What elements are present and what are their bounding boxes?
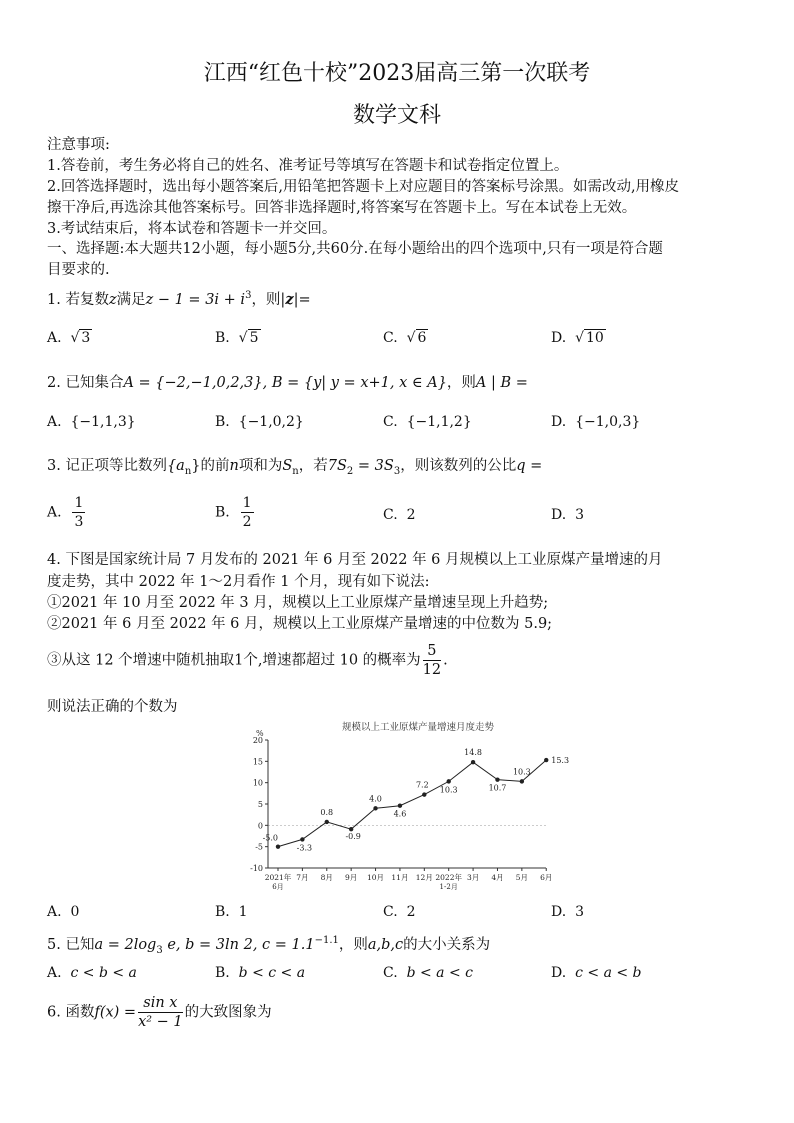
q4-frac-num: 5 [423,642,441,661]
q2-option-a-value: {−1,1,3} [70,414,136,430]
exam-subtitle: 数学文科 [352,103,441,128]
q1-option-b[interactable]: B. √ 5 [215,330,259,346]
q4-option-c[interactable] [383,904,416,920]
q1-var: z [108,292,117,308]
chart-title: 规模以上工业原煤产量增速月度走势 [341,722,495,733]
q4-option-d-label: D. [551,904,567,920]
q2-option-d[interactable] [551,414,640,430]
q3-option-b-num: 1 [242,495,252,511]
chart-point [325,820,329,824]
section-line-2: 目要求的. [47,262,110,278]
q5-stem-prefix: 5. 已知 [47,937,95,953]
q1-stem [47,288,311,309]
q4-statement-2: ②2021 年 6 月至 2022 年 6 月，规模以上工业原煤产量增速的中位数为 5.9; [47,616,553,632]
chart-data-label: -3.3 [296,843,313,853]
notice-item-1: 1.答卷前，考生务必将自己的姓名、准考证号等填写在答题卡和试卷指定位置上。 [47,158,569,174]
chart-ylabel: % [256,729,264,738]
q3-eq1: 7S [327,458,347,474]
chart-x-tick-label: 2021年 [264,873,292,882]
q3-option-b-den: 2 [242,514,252,530]
q5-option-a-label: A. [47,965,62,981]
q3-option-c[interactable] [383,507,416,523]
q3-option-b[interactable] [215,494,256,531]
q4-line-1: 4. 下图是国家统计局 7 月发布的 2021 年 6 月至 2022 年 6 月规模以上工业原煤产量增速的月 [47,552,663,568]
q4-option-b-value: 1 [238,904,248,920]
chart-data-labels [263,748,569,852]
chart-data-label: 4.0 [369,794,382,804]
chart-x-tick-label: 7月 [296,873,309,882]
q4-statement-3-end: . [443,652,448,669]
q3-stem-b: 的前 [200,458,230,474]
q1-option-c[interactable]: C. √ 6 [383,330,427,346]
q5-stem-mid: ，则 [338,937,368,953]
chart-data-label: 15.3 [551,756,570,766]
q2-question: A | B = [475,375,528,391]
q4-statement-3-frac [423,642,441,679]
q3-option-a-frac [72,494,85,531]
q5-option-b[interactable] [215,965,305,981]
q1-option-d[interactable]: D. √ 10 [551,330,604,346]
q1-stem-end: |= [293,292,311,308]
q2-stem [47,371,528,392]
q3-option-b-frac [241,494,254,531]
q3-option-b-label: B. [215,504,230,521]
q3-stem-e: ，则该数列的公比 [400,458,517,474]
q5-vars: a,b,c [367,937,404,953]
exam-title: 江西“红色十校”2023届高三第一次联考 [203,61,591,86]
q1-exp: 3 [245,290,252,302]
chart-x-tick-sublabel: 6月 [272,883,284,891]
q2-stem-prefix: 2. 已知集合 [47,375,124,391]
q1-equation: z − 1 = 3i + i [145,292,246,308]
q4-option-a[interactable] [47,904,79,920]
q2-option-d-label: D. [551,414,567,430]
q1-option-a[interactable]: A. √ 3 [47,330,91,346]
chart-data-label: 14.8 [464,748,482,758]
q3-option-c-value: 2 [406,507,416,523]
q1-option-a-value: 3 [81,330,91,346]
chart-points [276,758,549,849]
chart-y-tick-label: 5 [257,800,263,809]
chart-x-tick-label: 6月 [540,873,553,882]
chart-data-label: 0.8 [320,807,334,817]
chart-x-tick-label: 3月 [466,873,480,882]
q1-option-a-label: A. [47,330,62,346]
q6-stem-end: 的大致图象为 [184,1004,272,1021]
q4-statement-1: ①2021 年 10 月至 2022 年 3 月，规模以上工业原煤产量增速呈现上升趋势; [47,595,549,611]
q2-option-c[interactable] [383,414,472,430]
q3-stem-c: 项和为 [238,458,283,474]
chart-y-tick-label: 10 [252,778,263,788]
q4-statement-3-text: ③从这 12 个增速中随机抽取1个,增速都超过 10 的概率为 [47,652,421,669]
chart-data-label: 7.2 [415,780,429,790]
q3-eq2-sub: 3 [393,465,401,477]
q3-option-a-num: 1 [74,495,84,511]
chart-point [373,806,377,810]
chart-y-ticks [250,736,268,873]
chart-x-tick-label: 2022年 [435,873,462,882]
q3-stem [47,454,542,477]
q3-stem-d: ，若 [298,458,328,474]
chart-point [276,844,280,848]
q1-option-d-value: 10 [586,330,604,346]
q3-eq1-sub: 2 [346,465,354,477]
chart-point [300,837,304,841]
q6-frac [138,994,183,1031]
q2-option-c-value: {−1,1,2} [406,414,472,430]
q3-option-d-label: D. [551,507,567,523]
q5-option-c-value: b < a < c [406,965,473,981]
q5-option-d-label: D. [551,965,567,981]
chart-x-tick-label: 11月 [391,873,409,882]
q4-option-d-value: 3 [575,904,585,920]
q5-option-c[interactable] [383,965,473,981]
q3-q: q = [516,458,543,474]
q3-option-a-label: A. [47,504,62,521]
q4-line-2: 度走势，其中 2022 年 1～2月看作 1 个月，现有如下说法: [47,574,430,590]
q1-option-d-label: D. [551,330,567,346]
chart-data-label: -0.9 [345,832,361,842]
q5-stem-end: 的大小关系为 [403,937,491,953]
chart-series-line [278,760,546,847]
q4-statement-3 [47,642,448,679]
q1-z: z [285,291,294,308]
q3-seq-sub: n [184,465,192,477]
q5-eq: a = 2log [94,937,157,953]
chart-y-tick-label: 20 [252,736,263,745]
chart-x-tick-label: 9月 [345,873,358,882]
q6-stem [47,994,272,1031]
chart-y-tick-label: 15 [252,757,263,767]
notice-item-2b: 擦干净后,再选涂其他答案标号。回答非选择题时,将答案写在答题卡上。写在本试卷上无效。 [47,200,637,216]
q6-frac-num: sin x [138,994,183,1013]
q5-option-b-label: B. [215,965,230,981]
q5-stem [47,933,490,956]
q5-option-d-value: c < a < b [575,965,642,981]
q5-eq2: e, b = 3ln 2, c = 1.1 [162,937,315,953]
q3-stem-prefix: 3. 记正项等比数列 [47,458,167,474]
q6-frac-den: x² − 1 [138,1014,183,1030]
chart-data-label: 4.6 [393,809,407,819]
chart-x-tick-label: 4月 [491,873,504,882]
q4-frac-den: 12 [422,662,442,678]
chart-point [398,804,402,808]
chart-point [422,792,426,796]
q3-seq-end: } [191,458,201,474]
notice-item-3: 3.考试结束后，将本试卷和答题卡一并交回。 [47,221,337,237]
q4-option-c-label: C. [383,904,398,920]
q2-option-a-label: A. [47,414,62,430]
q3-n: n [229,458,239,474]
q3-option-a[interactable] [47,494,87,531]
chart-y-tick-label: -10 [250,864,263,873]
q2-option-b-value: {−1,0,2} [238,414,304,430]
q5-option-a[interactable] [47,965,137,981]
chart-data-label: 10.3 [439,785,458,795]
chart-y-tick-label: 0 [257,821,263,831]
chart-x-tick-label: 12月 [415,873,433,882]
q3-s-sub: n [292,465,299,477]
q3-option-d[interactable] [551,507,584,523]
q6-stem-prefix: 6. 函数 [47,1004,95,1021]
q3-option-d-value: 3 [575,507,585,523]
q2-option-d-value: {−1,0,3} [575,414,641,430]
q3-option-a-den: 3 [74,514,84,530]
q1-option-c-value: 6 [417,330,427,346]
q1-stem-abs: ，则| [251,292,286,308]
notice-item-2a: 2.回答选择题时，选出每小题答案后,用铅笔把答题卡上对应题目的答案标号涂黑。如需改动,用橡皮 [47,179,680,195]
chart-point [447,779,451,783]
q4-option-a-label: A. [47,904,62,920]
q3-s: S [282,458,293,474]
section-line-1: 一、选择题:本大题共12小题，每小题5分,共60分.在每小题给出的四个选项中,只有一项是符合题 [47,241,663,257]
q1-stem-prefix: 1. 若复数 [47,292,109,308]
q2-option-a[interactable] [47,414,136,430]
q4-ask: 则说法正确的个数为 [47,699,178,715]
q4-option-d[interactable] [551,904,584,920]
q5-eq-sub: 3 [156,944,163,956]
notice-heading: 注意事项: [47,137,110,153]
chart-data-label: 10.3 [512,767,531,777]
chart-x-ticks [265,868,553,891]
q4-option-b-label: B. [215,904,230,920]
q1-option-b-label: B. [215,330,230,346]
q3-eq2: = 3S [353,458,394,474]
q1-option-c-label: C. [383,330,398,346]
q5-option-c-label: C. [383,965,398,981]
q6-func: f(x) = [94,1004,137,1021]
q4-option-c-value: 2 [406,904,416,920]
q4-option-a-value: 0 [70,904,80,920]
q5-option-d[interactable] [551,965,642,981]
coal-growth-chart [228,716,570,896]
chart-x-tick-label: 10月 [367,873,385,882]
q3-seq: {a [166,458,185,474]
q5-option-b-value: b < c < a [238,965,306,981]
chart-point [520,779,524,783]
q1-option-b-value: 5 [249,330,259,346]
chart-x-tick-label: 8月 [320,873,333,882]
q2-stem-mid: ，则 [446,375,476,391]
q2-option-b[interactable] [215,414,304,430]
chart-data-label: -5.0 [262,833,278,843]
q2-equation: A = {−2,−1,0,2,3}, B = {y| y = x+1, x ∈ A} [123,375,447,391]
q4-option-b[interactable] [215,904,248,920]
q2-option-c-label: C. [383,414,398,430]
q1-stem-mid: 满足 [116,292,146,308]
chart-point [349,827,353,831]
chart-data-label: 10.7 [488,783,507,793]
q3-option-c-label: C. [383,507,398,523]
q5-exp: −1.1 [314,935,339,947]
chart-x-tick-label: 5月 [515,873,529,882]
chart-x-tick-sublabel: 1-2月 [439,883,458,891]
chart-point [544,758,548,762]
q5-option-a-value: c < b < a [70,965,137,981]
q2-option-b-label: B. [215,414,230,430]
chart-point [495,777,499,781]
chart-point [471,760,475,764]
chart-y-tick-label: -5 [255,842,263,852]
